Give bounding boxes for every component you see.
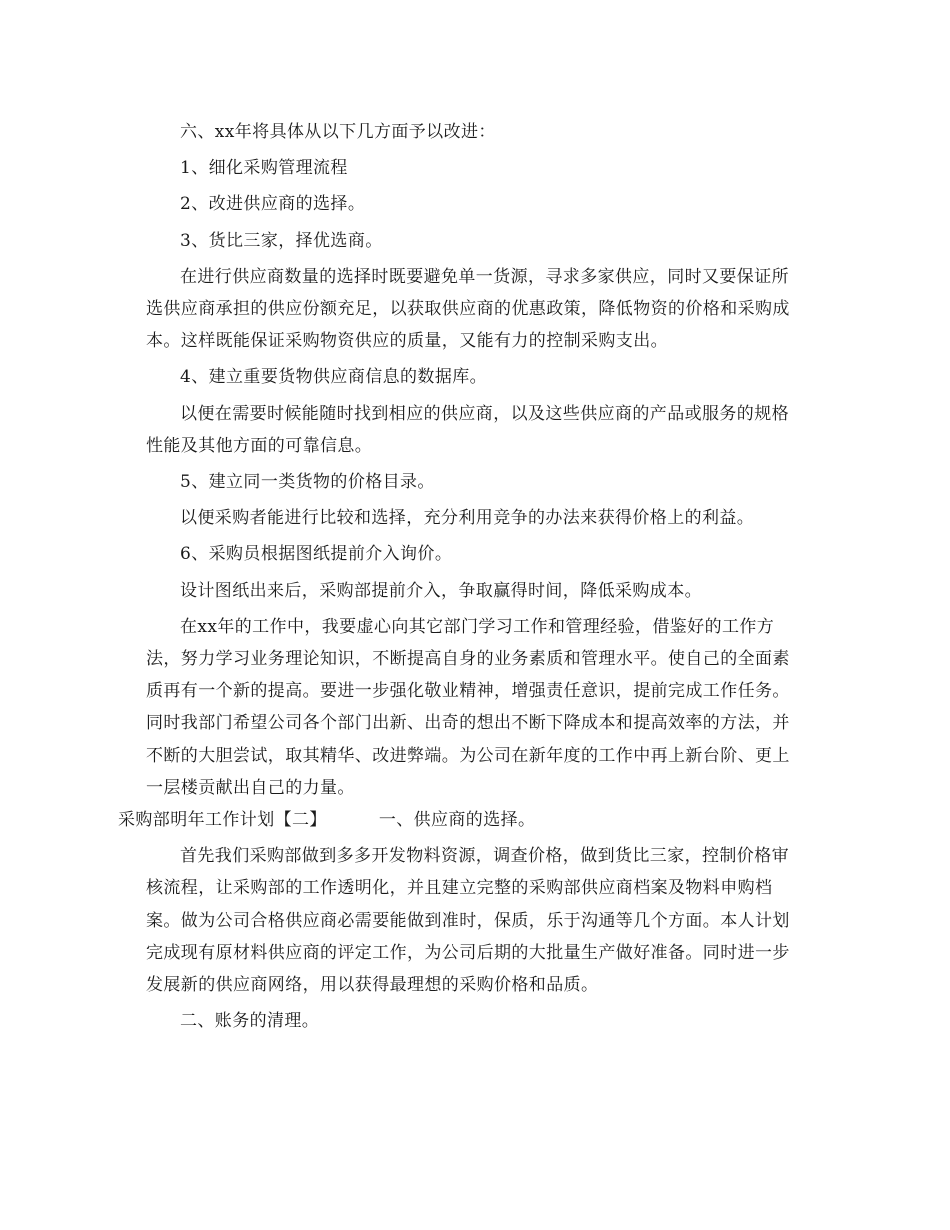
list-item-account-cleanup: 二、账务的清理。: [180, 1011, 320, 1032]
section-heading-line: [118, 804, 806, 836]
section-first-item: 一、供应商的选择。: [378, 810, 536, 831]
list-item-5: 5、建立同一类货物的价格目录。: [180, 472, 435, 493]
list-item-2: 2、改进供应商的选择。: [180, 194, 366, 215]
list-item-1: 1、细化采购管理流程: [180, 158, 348, 179]
paragraph-supplier-quantity: 在进行供应商数量的选择时既要避免单一货源，寻求多家供应，同时又要保证所选供应商承担的供应份额充足，以获取供应商的优惠政策，降低物资的价格和采购成本。这样既能保证采购物资供应的质量，又能有力的控制采购支出。: [146, 266, 790, 352]
list-item-6: 6、采购员根据图纸提前介入询价。: [180, 544, 453, 565]
paragraph-improvement-heading: 六、xx年将具体从以下几方面予以改进：: [180, 122, 496, 142]
list-item-4: 4、建立重要货物供应商信息的数据库。: [180, 367, 488, 388]
document-body: [118, 116, 806, 1037]
paragraph-design-drawings: 设计图纸出来后，采购部提前介入，争取赢得时间，降低采购成本。: [180, 580, 702, 601]
paragraph-work-plan: 在xx年的工作中，我要虚心向其它部门学习工作和管理经验，借鉴好的工作方法，努力学习业务理论知识，不断提高自身的业务素质和管理水平。使自己的全面素质再有一个新的提高。要进一步强化敬业精神，增强责任意识，提前完成工作任务。同时我部门希望公司各个部门出新、出奇的想出不断下降成本和提高效率的方法，并不断的大胆尝试，取其精华、改进弊端。为公司在新年度的工作中再上新台阶、更上一层楼贡献出自己的力量。: [146, 616, 790, 798]
section-title: 采购部明年工作计划【二】: [118, 810, 327, 831]
paragraph-price-catalog: 以便采购者能进行比较和选择，充分利用竞争的办法来获得价格上的利益。: [180, 508, 755, 529]
paragraph-database: 以便在需要时候能随时找到相应的供应商，以及这些供应商的产品或服务的规格性能及其他方面的可靠信息。: [146, 403, 789, 456]
paragraph-procurement-resources: 首先我们采购部做到多多开发物料资源，调查价格，做到货比三家，控制价格审核流程，让采购部的工作透明化，并且建立完整的采购部供应商档案及物料申购档案。做为公司合格供应商必需要能做到准时，保质，乐于沟通等几个方面。本人计划完成现有原材料供应商的评定工作，为公司后期的大批量生产做好准备。同时进一步发展新的供应商网络，用以获得最理想的采购价格和品质。: [146, 846, 790, 996]
list-item-3: 3、货比三家，择优选商。: [180, 230, 383, 251]
